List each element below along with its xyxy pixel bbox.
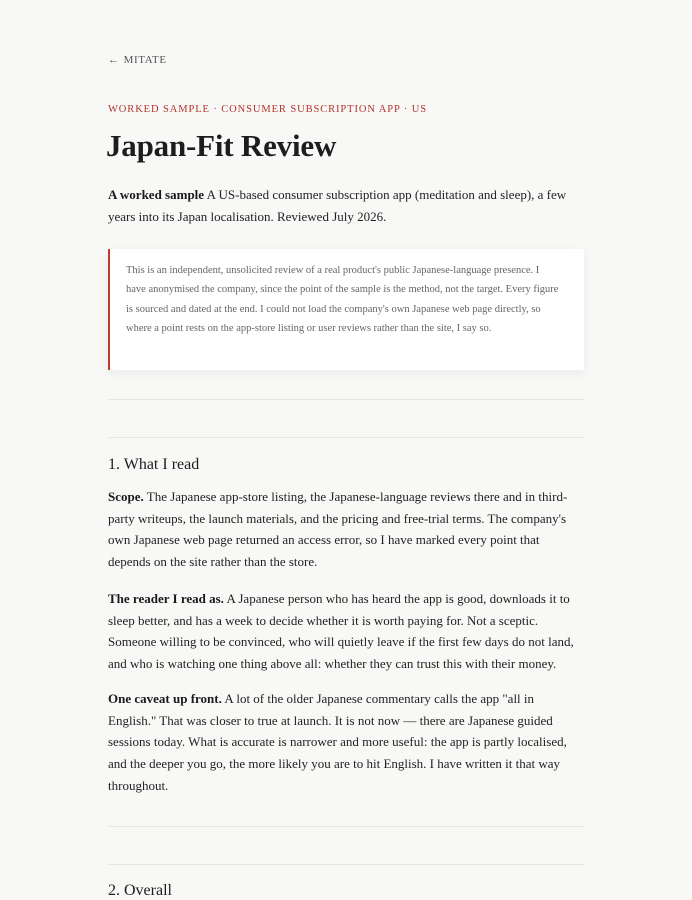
section-divider <box>108 437 584 438</box>
section-divider <box>108 399 584 400</box>
paragraph-lead: One caveat up front. <box>108 691 222 706</box>
section-divider <box>108 864 584 865</box>
section-heading-overall: 2. Overall <box>108 882 172 899</box>
paragraph-lead: The reader I read as. <box>108 591 224 606</box>
disclaimer-note <box>108 249 584 370</box>
paragraph-text: A Japanese person who has heard the app is good, downloads it to sleep better, and has a week to decide whether it is worth paying for. Not a sceptic. Someone willing to be convinced, who will quietly leave if the first few days do not land, and who is watching one thing above all: whether they can trust this with their money. <box>108 591 574 672</box>
back-link-label: MITATE <box>123 54 167 66</box>
paragraph-reader <box>108 588 584 675</box>
section-heading-what-i-read: 1. What I read <box>108 456 200 473</box>
back-link[interactable] <box>108 54 167 66</box>
intro-text: A US-based consumer subscription app (meditation and sleep), a few years into its Japan localisation. Reviewed July 2026. <box>108 187 567 224</box>
page-title: Japan-Fit Review <box>106 128 337 163</box>
section-divider <box>108 826 584 827</box>
disclaimer-text: This is an independent, unsolicited review of a real product's public Japanese-language presence. I have anonymised the company, since the point of the sample is the method, not the target. Every figure is sourced and dated at the end. I could not load the company's own Japanese web page directly, so where a point rests on the app-store listing or user reviews rather than the site, I say so. <box>126 265 559 335</box>
back-arrow-icon: ← <box>108 54 120 66</box>
intro-lead: A worked sample <box>108 187 205 202</box>
paragraph-text: A lot of the older Japanese commentary calls the app "all in English." That was closer to true at launch. It is not now — there are Japanese guided sessions today. What is accurate is narrower and more useful: the app is partly localised, and the deeper you go, the more likely you are to hit English. I have written it that way throughout. <box>108 691 567 793</box>
paragraph-caveat <box>108 688 584 797</box>
paragraph-lead: Scope. <box>108 489 144 504</box>
paragraph-scope <box>108 486 584 573</box>
article-kicker: WORKED SAMPLE · CONSUMER SUBSCRIPTION APP · US <box>108 104 428 115</box>
paragraph-text: The Japanese app-store listing, the Japanese-language reviews there and in third-party writeups, the launch materials, and the pricing and free-trial terms. The company's own Japanese web page returned an access error, so I have marked every point that depends on the site rather than the store. <box>108 489 568 570</box>
intro-paragraph <box>108 184 584 227</box>
